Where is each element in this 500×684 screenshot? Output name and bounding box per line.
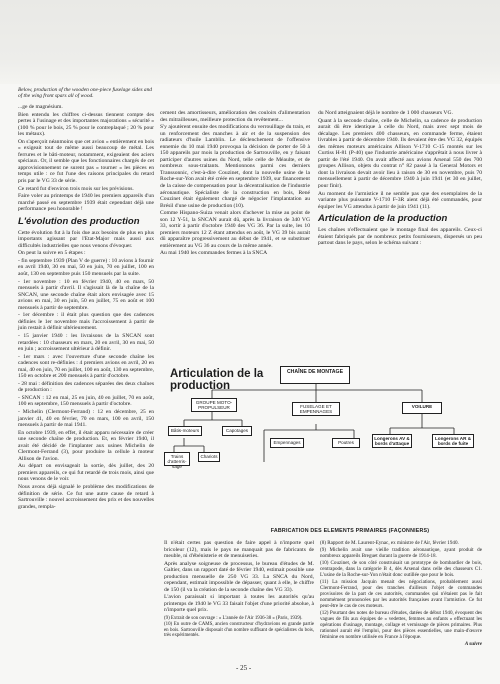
fn-8: (8) Rapport de M. Laurent-Eynac, ex ministre de l'Air, février 1940. [320, 540, 459, 546]
col2-p2: Comme Hispano-Suiza venait alors d'achever la mise au point de son 12 Y-51, la SNCAN aurait dû, après la livraison de 340 VG 33, sortir à partir d'octobre 1940 des VG 36. Par la suite, les 10 premiers moteurs 12 Z étant attendus en août, le VG 39 bis aurait dû apparaître progressivement au début de 1941, et se substituer entièrement au VG 36 au cours de la même année. [160, 210, 310, 249]
col1b-p4: - 1er décembre : il était plus question que des cadences définies le 1er novembre mais l'accroissement à partir de juin restait à définir ultérieurement. [18, 312, 154, 332]
col1-p2: On s'aperçoit néanmoins que cet avion « entièrement en bois » exigeait tout de même aussi beaucoup de métal. Les ferrures et le bâti-moteur, notamment, exigeaient des aciers spéciaux. Or, il semble que les fonctionnaires chargés de cet approvisionnement ne surent pas « tourner » les pièces en temps utile : ce fut l'une des raisons principales du retard pris par le VG 33 de série. [18, 138, 154, 185]
box-longerons-av: Longerons AV & bords d'attaque [372, 434, 412, 448]
fn-12: (12) Pourtant des notes de bureau d'études, datées de début 1940, évoquent des vagues de fils aux équipes de « vedettes, femmes au enfants » effectuant les opérations d'usinage, montage, collage et vernissage de pièces primaires. Plus rationnel aurait été l'emploi, pour des pièces essentielles, une main-d'œuvre féminine en nombre utilisée en France à l'époque. [320, 610, 482, 640]
box-poutres: Poutres [332, 438, 360, 448]
column-1 [18, 104, 154, 511]
col1b-p7: - 28 mai : définition des cadences séparées des deux chaînes de production : [18, 380, 154, 394]
col3-p1: Quant à la seconde chaîne, celle de Michelin, sa cadence de production aurait dû être identique à celle du Nord, mais avec sept mois de décalage. Les premiers 400 chasseurs, en commande ferme, étaient livrables à partir de décembre 1940. Ils devaient être des VG 32, équipés des mêmes moteurs américains Allison V-1710 C-15 montés sur les Curtiss H-81 (P-40) que l'industrie américaine s'apprêtait à nous livrer à partir de l'été 1940. On avait affecté aux avions Arsenal 550 des 700 groupes Allison, objets du contrat n° 82 passé à la General Motors et dont la livraison devait avoir lieu à raison de 30 en novembre, puis 70 mensuellement à partir de décembre 1940 à juin 1941 (et 30 en juillet, pour finir). [318, 117, 482, 190]
footnote-10: (10) En outre de CAMS, ancien constructeur d'hydravions en grande partie en bois. Sartrouville disposait d'un nombre suffisant de spécialistes du bois, très expérimentés. [164, 621, 314, 639]
box-bati-moteurs: Bâtis-moteurs [168, 426, 202, 436]
fn-9: (9) Michelin avait une vieille tradition aéronautique, ayant produit de nombreux appareils Breguet durant la guerre de 1914-18. [320, 547, 482, 559]
box-longerons-ar: Longerons AR & bords de fuite [432, 434, 474, 448]
lower1-p1: Après analyse soigneuse de processus, le bureau d'études de M. Galtier, dans un rapport daté de février 1940, estimait possible une production mensuelle de 250 VG 33. La SNCA du Nord, cependant, estimait impossible de dépasser, quant à elle, le chiffre de 150 (il va la création de la seconde chaîne des VG 33). [164, 560, 314, 593]
page-number: - 25 - [236, 664, 252, 672]
col1-p0: ...ge de magnésium. [18, 104, 63, 110]
col1-p3: Ce retard fut d'environ trois mois sur les prévisions. [18, 185, 134, 192]
lower1-p0: Il n'était certes pas question de faire appel à n'importe quel bricoleur (12), mais le pays ne manquait pas de fabricants de meuble, ni d'ébénisterie et de menuiseries. [164, 540, 314, 560]
box-groupe-moto: GROUPE MOTO-PROPULSEUR [191, 398, 237, 412]
fn-10: (10) Couzinet, de son côté construisait un prototype de bombardier de bois, centrapode, dans la catégorie B 4, dès Arsenal dans celle des chasseurs C1. L'usine de la Roche-sur-Yon n'était donc outillée que pour le bois. [320, 560, 482, 578]
col1-p1: Bien entendu les chiffres ci-dessus tiennent compte des pertes à l'usinage et des importantes majorations « sécurité » (100 % pour le bois, 25 % pour le contreplaqué ; 20 % pour les métaux). [18, 111, 154, 138]
box-voilure: VOILURE [402, 402, 442, 414]
lower-column-3 [320, 540, 482, 647]
col1-p4: Faire voler au printemps de 1940 les premiers appareils d'un marché passé en septembre 1939 était cependant déjà une performance peu honorable ! [18, 193, 154, 213]
col3b-p0: Les chaînes n'effectuaient que le montage final des appareils. Ceux-ci étaient fabriqués par de nombreux petits fournisseurs, dispersés un peu partout dans le pays, selon le schéma suivant : [318, 227, 482, 247]
col1b-p8: - SNCAN : 12 en mai, 25 en juin, 40 en juillet, 70 en août, 100 en septembre, 150 mensuels à partir d'octobre. [18, 394, 154, 408]
diagram-title: Articulation de la production [170, 368, 264, 392]
box-train: Trains d'atterris-sage [164, 452, 190, 466]
col1b-p6: - 1er mars : avec l'ouverture d'une seconde chaîne les cadences sont re-définies : 4 premiers avions en avril, 20 en mai, 40 en juin, 70 en juillet, 100 en août, 130 en septembre, 150 en octobre et 200 mensuels à partir d'octobre. [18, 353, 154, 380]
col1b-p3: - 1er novembre : 10 en février 1940, 40 en mars, 50 mensuels à partir d'avril. Il s'agissait là de la chaîne de la SNCAN, une seconde chaîne était alors envisagée avec 15 avions en mai, 30 en juin, 50 en juillet, 75 en août et 100 mensuels à partir de septembre. [18, 278, 154, 311]
col3-p2: Au moment de l'armistice il ne semble pas que des exemplaires de la variante plus puissante V-1710 F-3R aient déjà été commandés, pour équiper les VG attendus à partir de juin 1941 (11). [318, 190, 482, 210]
diagram-caption: FABRICATION DES ELEMENTS PRIMAIRES (FAÇONNIERS) [270, 528, 430, 534]
column-2 [160, 110, 310, 258]
box-capotages: Capotages [222, 426, 252, 436]
footnote-9: (9) Extrait de son ouvrage : « L'année de l'Air 1936-38 » (Paris, 1939). [164, 616, 303, 622]
col1b-p9: - Michelin (Clermont-Ferrand) : 12 en décembre, 25 en janvier 41, 40 en février, 70 en mars, 100 en avril, 150 mensuels à partir de mai 1941. [18, 408, 154, 429]
photo-caption: Below, production of the wooden one-piece fuselage sides and of the wing front spars all of wood. [18, 87, 152, 100]
col2-p0: cement des amortisseurs, amélioration des couloirs d'alimentation des mitrailleuses, meilleure protection du revêtement... [160, 110, 310, 123]
col1b-p12: Nous avons déjà signalé le problème des modifications de définition de série. Ce fut une autre cause de retard à Sartrouville : nouvel accroissement des prix et des nouvelles grandes, rempla- [18, 483, 154, 510]
col1b-p0: Cette évolution fut à la fois due aux besoins de plus en plus importants agissant par l'Etat-Major mais aussi aux difficultés industrielles que nous venons d'évoquer. [18, 229, 154, 249]
heading-articulation: Articulation de la production [318, 213, 448, 225]
lower1-p2: L'avion paraissait si important à toutes les autorités qu'au printemps de 1940 le VG 33 faisait l'objet d'une priorité absolue, à n'importe quel prix. [164, 594, 314, 614]
fn-11: (11) La mission Jacquin menait des négociations, probablement aussi Clermont-Ferrand, pour des tranches d'ailleurs l'objet de commandes provisoires de la part de ces autorités, commandes qui n'étaient pas le fait nommément prononcées par les autorités françaises avant l'armistice. Ce fut peut-être le cas de ces moteurs. [320, 579, 482, 609]
column-3 [318, 110, 482, 248]
col2-p1: S'y ajoutèrent ensuite des modifications du verrouillage du train, et un renforcement des manches à air et de la suspension des radiateurs d'huile Lamblin. Le déclenchement de l'offensive ennemie du 10 mai 1940 provoqua la décision de porter de 50 à 150 appareils par mois la production de Sartrouville, en y faisant participer d'autres usines du Nord, telle celle de Méaulte, et de nombreux sous-traitants. Mentionnons parmi ces derniers Transsonnic, c'est-à-dire Couzinet, dont la nouvelle usine de la Roche-sur-Yon avait été créée en septembre 1939, sur financement de la caisse de compensation pour la décentralisation de l'industrie aéronautique. Spécialiste de la construction en bois, René Couzinet était également chargé de négocier l'implantation au Brésil d'une usine de production (10). [160, 124, 310, 209]
box-chaine-montage: CHAÎNE DE MONTAGE [280, 366, 350, 384]
col3-p0: du Nord atteignaient déjà le nombre de 1 000 chasseurs VG. [318, 110, 453, 116]
col1b-p1: On peut la suivre en 5 étapes : [18, 250, 86, 257]
box-fuselage: FUSELAGE ET EMPENNAGES [292, 402, 340, 416]
box-chariots: Chariots [198, 452, 220, 462]
box-empennages: Empennages [270, 438, 304, 448]
a-suivre: A suivre [464, 641, 482, 647]
col2-p3: Au mai 1940 les commandes fermes à la SNCA [160, 250, 268, 257]
lower-column-2 [164, 540, 314, 639]
col1b-p10: En octobre 1939, en effet, il était apparu nécessaire de créer une seconde chaîne de production. Et, en février 1940, il avait été décidé de l'implanter aux usines Michelin de Clermont-Ferrand (3), pour produire la cellule à moteur Allison de l'avion. [18, 429, 154, 462]
top-photo [0, 0, 500, 84]
col1b-p5: - 15 janvier 1940 : les livraisons de la SNCAN sont retardées : 10 chasseurs en mars, 20 en avril, 30 en mai, 50 en juin ; accroissement ultérieur à définir. [18, 332, 154, 353]
col1b-p11: Au départ on envisageait la sortie, dès juillet, des 20 premiers appareils, ce qui fut retardé de trois mois, ainsi que nous venons de le voir. [18, 463, 154, 483]
heading-evolution: L'évolution des production [18, 215, 140, 227]
col1b-p2: - fin septembre 1939 (Plan V de guerre) : 10 avions à fournir en avril 1940, 30 en mai, 50 en juin, 70 en juillet, 100 en août, 130 en septembre puis 150 mensuels par la suite. [18, 257, 154, 278]
